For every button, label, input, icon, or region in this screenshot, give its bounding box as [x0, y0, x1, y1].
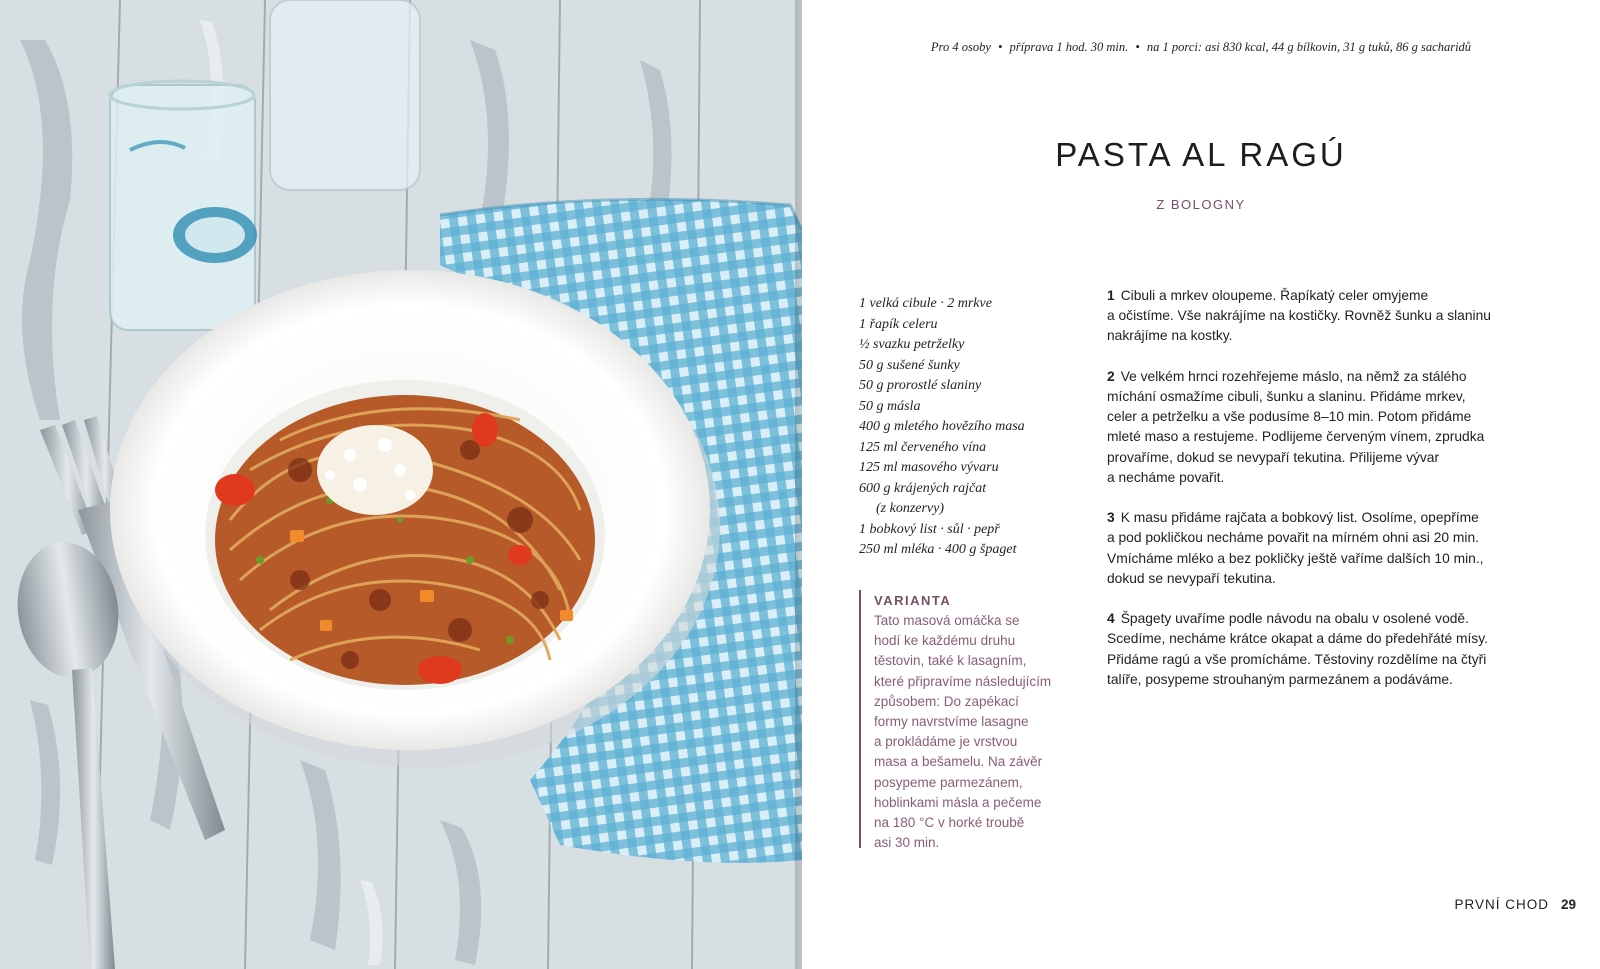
ingredient-item: 600 g krájených rajčat — [859, 480, 987, 496]
prep-time: příprava 1 hod. 30 min. — [1009, 40, 1129, 54]
variant-line: asi 30 min. — [874, 835, 940, 851]
servings: Pro 4 osoby — [930, 40, 991, 54]
step-line: Přidáme ragú a vše promícháme. Těstoviny rozdělíme na čtyři — [1107, 651, 1487, 667]
variant-line: těstovin, také k lasagním, — [874, 653, 1027, 669]
recipe-meta-line — [802, 40, 1600, 55]
variant-line: na 180 °C v horké troubě — [874, 815, 1025, 831]
ingredient-item: 50 g sušené šunky — [859, 357, 960, 373]
ingredient-item: 50 g prorostlé slaniny — [859, 378, 982, 393]
nutrition-info: na 1 porci: asi 830 kcal, 44 g bílkovin, 31 g tuků, 86 g sacharidů — [1146, 40, 1472, 54]
step-line: a pod pokličkou necháme povařit na mírném ohni asi 20 min. — [1107, 530, 1479, 546]
recipe-subtitle: Z BOLOGNY — [1156, 197, 1246, 212]
step-4 — [1107, 609, 1517, 690]
step-line: provaříme, dokud se nevypaří tekutina. Přilijeme vývar — [1107, 449, 1440, 465]
ingredient-item-note: (z konzervy) — [876, 501, 945, 516]
step-line: dokud se nevypaří tekutina. — [1107, 570, 1276, 586]
step-line: a očistíme. Vše nakrájíme na kostičky. Rovněž šunku a slaninu — [1107, 308, 1491, 324]
variant-line: hoblinkami másla a pečeme — [874, 794, 1042, 810]
step-line: Špagety uvaříme podle návodu na obalu v osolené vodě. — [1120, 611, 1469, 627]
step-3 — [1107, 508, 1517, 589]
meta-separator: • — [998, 40, 1003, 54]
step-1 — [1107, 286, 1517, 347]
step-line: a necháme povařit. — [1107, 469, 1225, 485]
step-line: Vmícháme mléko a bez pokličky ještě vaříme dalších 10 min., — [1107, 550, 1484, 566]
section-name: PRVNÍ CHOD — [1454, 897, 1549, 912]
step-number: 1 — [1107, 288, 1115, 303]
step-number: 4 — [1107, 611, 1115, 627]
variant-line: Tato masová omáčka se — [874, 613, 1020, 628]
ingredient-item: 400 g mletého hovězího masa — [859, 419, 1025, 434]
ingredient-item: 50 g másla — [859, 398, 921, 414]
step-line: míchání osmažíme cibuli, šunku a slaninu. Přidáme mrkev, — [1107, 389, 1466, 404]
recipe-title: PASTA AL RAGÚ — [1055, 136, 1347, 173]
variant-line: posypeme parmezánem, — [874, 774, 1023, 790]
ingredient-item: 125 ml červeného vína — [859, 439, 987, 455]
step-line: mleté maso a restujeme. Podlijeme červeným vínem, zprudka — [1107, 429, 1485, 445]
ingredient-list — [859, 294, 1089, 561]
meta-separator: • — [1135, 40, 1140, 54]
page-footer — [1454, 897, 1576, 912]
variant-line: hodí ke každému druhu — [874, 633, 1016, 649]
method-steps — [1107, 286, 1517, 710]
ingredient-item: ½ svazku petrželky — [859, 337, 965, 352]
step-line: K masu přidáme rajčata a bobkový list. Osolíme, opepříme — [1120, 510, 1479, 526]
variant-line: které připravíme následujícím — [874, 673, 1052, 689]
step-number: 2 — [1107, 368, 1115, 384]
step-line: talíře, posypeme strouhaným parmezánem a podáváme. — [1107, 671, 1453, 687]
step-line: Ve velkém hrnci rozehřejeme máslo, na němž za stálého — [1120, 368, 1467, 384]
variant-text — [874, 611, 1089, 853]
variant-line: způsobem: Do zapékací — [874, 693, 1019, 709]
ingredient-item: 1 velká cibule · 2 mrkve — [859, 296, 992, 311]
step-line: nakrájíme na kostky. — [1107, 328, 1233, 344]
ingredient-item: 125 ml masového vývaru — [859, 460, 999, 475]
ingredient-item: 1 bobkový list · sůl · pepř — [859, 521, 1000, 537]
ingredient-item: 1 řapík celeru — [859, 316, 938, 332]
step-line: Scedíme, necháme krátce okapat a dáme do předehřáté mísy. — [1107, 631, 1488, 647]
variant-line: masa a bešamelu. Na závěr — [874, 754, 1043, 770]
variant-box — [859, 590, 1089, 851]
step-number: 3 — [1107, 510, 1115, 526]
variant-heading: VARIANTA — [874, 593, 952, 608]
page-number: 29 — [1560, 897, 1576, 912]
recipe-page — [802, 0, 1600, 969]
step-2 — [1107, 367, 1517, 488]
variant-line: formy navrstvíme lasagne — [874, 714, 1029, 730]
variant-line: a prokládáme je vrstvou — [874, 734, 1018, 750]
step-line: Cibuli a mrkev oloupeme. Řapíkatý celer omyjeme — [1120, 288, 1429, 303]
step-line: celer a petrželku a vše podusíme 8–10 min. Potom přidáme — [1107, 409, 1472, 425]
ingredient-item: 250 ml mléka · 400 g špaget — [859, 542, 1017, 557]
